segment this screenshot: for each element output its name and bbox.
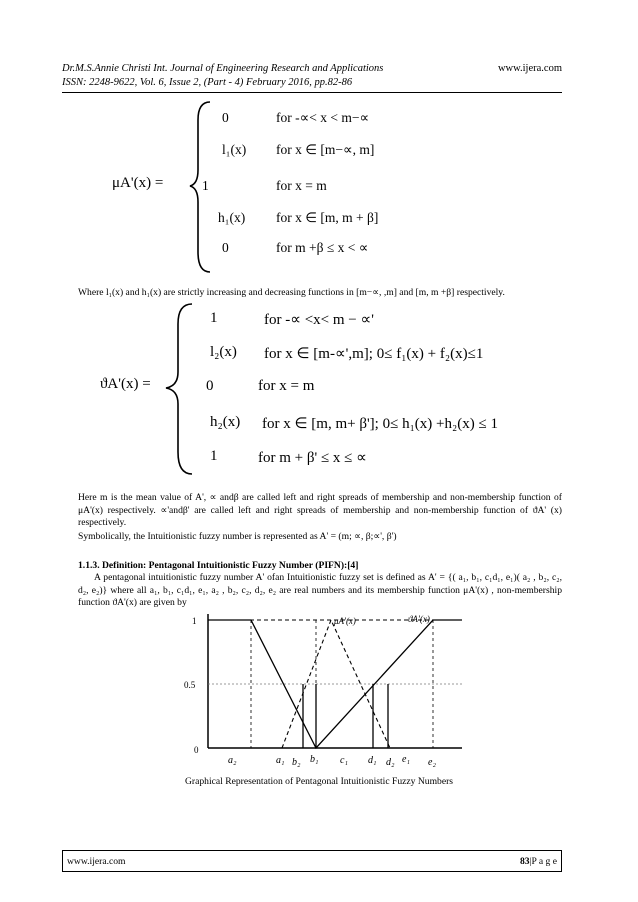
issn-line: ISSN: 2248-9622, Vol. 6, Issue 2, (Part - 4) February 2016, pp.82-86 [62, 77, 353, 88]
eq2-lhs: ϑA'(x) = [100, 376, 151, 392]
y-tick-1: 1 [192, 616, 197, 626]
section-body: A pentagonal intuitionistic fuzzy number A' ofan Intuitionistic fuzzy set is defined as A' = {( a₁, b₁, c₁d₁, e₁)( a₂ , b₂, c₂, d₂, e₂)} where all a₁, b₁, c₁d₁, e₁, a₂ , b₂, c₂, d₂, e₂ are real numbers and its membership function μA'(x) , non-membership function ϑA'(x) are given by [78, 572, 562, 609]
where-text: Where l₁(x) and h₁(x) are strictly increasing and decreasing functions in [m−∝, ,m] and [m, m +β] respectively. [78, 287, 505, 298]
x-label-e2: e₂ [428, 757, 436, 768]
eq1-row-0-cond: for -∝< x < m−∝ [276, 110, 370, 125]
x-label-d2: d₂ [386, 757, 395, 768]
x-label-a2: a₂ [228, 755, 237, 766]
y-tick-0: 0 [194, 745, 199, 755]
theta-label: ϑA'(x) [408, 614, 430, 624]
paragraph-symbolic: Symbolically, the Intuitionistic fuzzy number is represented as A' = (m; ∝, β;∝', β') [78, 531, 397, 542]
journal-line: Dr.M.S.Annie Christi Int. Journal of Engineering Research and Applications [62, 63, 384, 74]
eq2-row-1-cond: for x ∈ [m-∝',m]; 0≤ f₁(x) + f₂(x)≤1 [264, 346, 484, 362]
y-tick-half: 0.5 [184, 680, 196, 690]
footer-website[interactable]: www.ijera.com [67, 855, 126, 867]
eq2-row-4-val: 1 [210, 448, 218, 464]
journal-website[interactable]: www.ijera.com [497, 63, 562, 74]
eq2-row-2-cond: for x = m [258, 378, 315, 394]
eq1-row-2-cond: for x = m [276, 178, 327, 193]
eq2-row-3-val: h₂(x) [210, 414, 241, 430]
x-label-a1: a₁ [276, 755, 285, 766]
eq1-row-1-cond: for x ∈ [m−∝, m] [276, 142, 375, 157]
x-label-b1: b₁ [310, 754, 319, 765]
x-label-b2: b₂ [292, 757, 301, 768]
eq1-lhs: μA'(x) = [112, 175, 164, 191]
eq1-row-4-val: 0 [222, 240, 229, 255]
paragraph-spreads: Here m is the mean value of A', ∝ andβ are called left and right spreads of membership and non-membership function of μA'(x) respectively. ∝'andβ' are called left and right spreads of membership and non-membership function of ϑA' (x) respectively. [78, 492, 562, 529]
eq2-brace [162, 302, 196, 477]
x-label-c1: c₁ [340, 755, 348, 766]
eq2-row-4-cond: for m + β' ≤ x ≤ ∝ [258, 450, 367, 466]
pifn-figure [180, 608, 470, 770]
mu-label: μA'(x) [334, 616, 356, 626]
eq1-row-4-cond: for m +β ≤ x < ∝ [276, 240, 369, 255]
x-label-e1: e₁ [402, 754, 410, 765]
running-header [62, 62, 562, 90]
page-number [520, 856, 557, 867]
page-footer [62, 850, 562, 872]
eq1-row-1-val: l₁(x) [222, 142, 247, 157]
section-title: 1.1.3. Definition: Pentagonal Intuitionistic Fuzzy Number (PIFN):[4] [78, 560, 359, 571]
eq2-row-0-val: 1 [210, 310, 218, 326]
theta-curve [208, 620, 462, 748]
eq1-row-2-val: 1 [202, 178, 209, 193]
eq1-row-3-val: h₁(x) [218, 210, 246, 225]
eq2-row-3-cond: for x ∈ [m, m+ β']; 0≤ h₁(x) +h₂(x) ≤ 1 [262, 416, 498, 432]
page-word: |P a g e [529, 855, 557, 867]
eq1-brace [186, 100, 216, 275]
figure-caption: Graphical Representation of Pentagonal Intuitionistic Fuzzy Numbers [184, 776, 454, 787]
eq1-row-0-val: 0 [222, 110, 229, 125]
eq2-row-0-cond: for -∝ <x< m − ∝' [264, 312, 374, 328]
x-label-d1: d₁ [368, 755, 377, 766]
eq2-row-2-val: 0 [206, 378, 214, 394]
eq1-row-3-cond: for x ∈ [m, m + β] [276, 210, 379, 225]
eq2-row-1-val: l₂(x) [210, 344, 237, 360]
page-num: 83 [519, 855, 530, 867]
header-rule [62, 92, 562, 93]
